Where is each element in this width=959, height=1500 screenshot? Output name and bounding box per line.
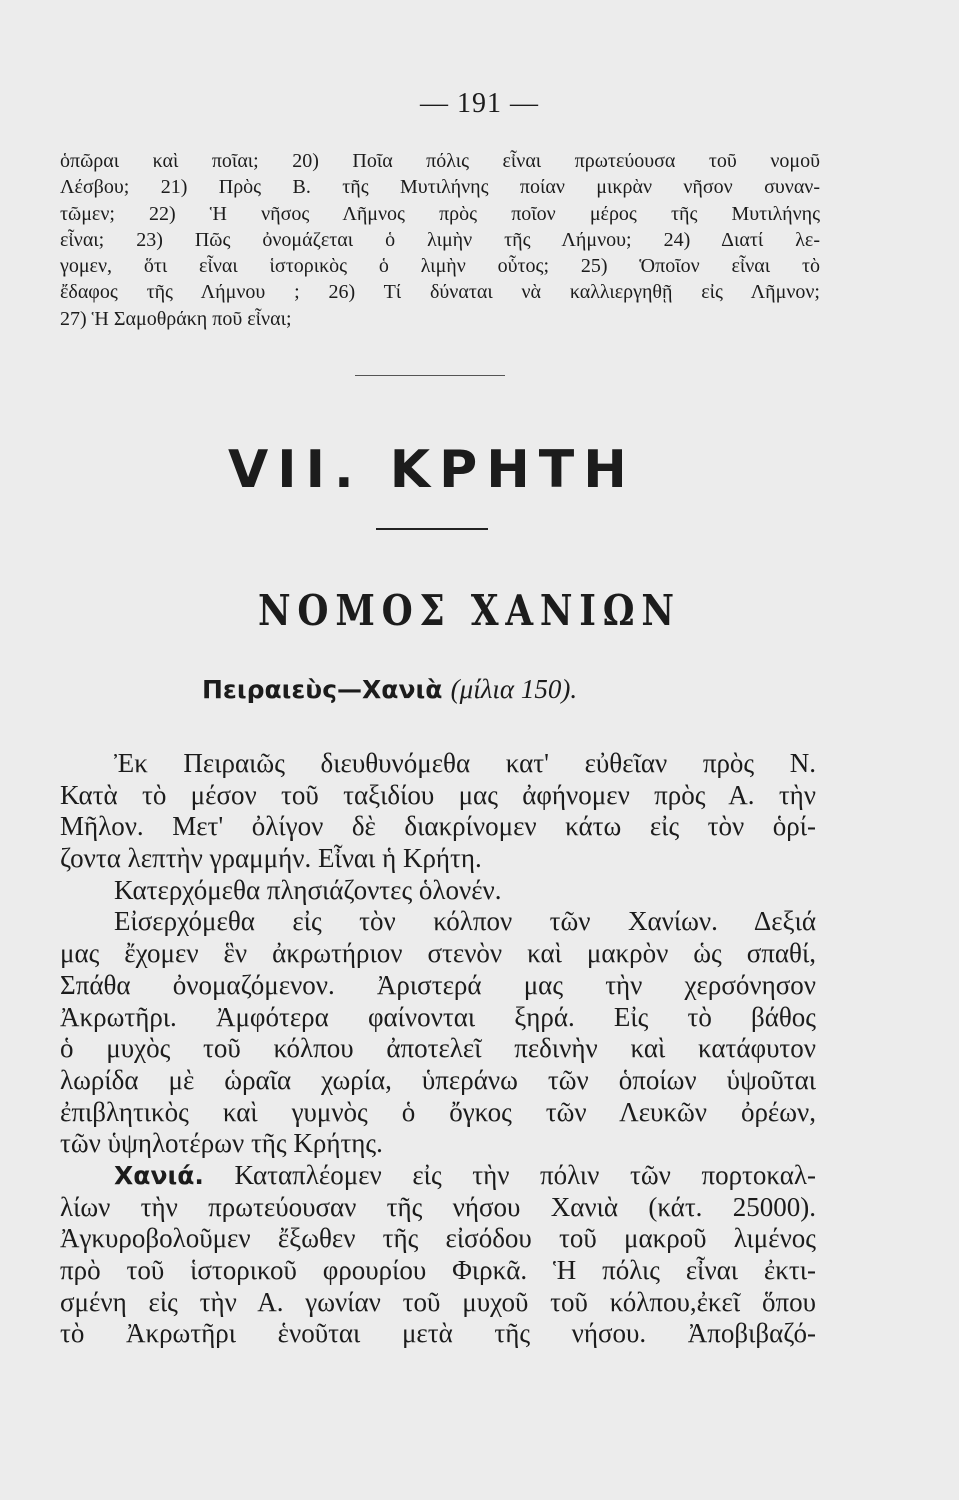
body-line: σμένη εἰς τὴν Α. γωνίαν τοῦ μυχοῦ τοῦ κόλπου,ἐκεῖ ὅπου: [60, 1286, 816, 1317]
body-line: Ἀγκυροβολοῦμεν ἔξωθεν τῆς εἰσόδου τοῦ μακροῦ λιμένος: [60, 1223, 816, 1254]
body-line-chania: [60, 1160, 816, 1192]
body-line: μας ἔχομεν ἓν ἀκρωτήριον στενὸν καὶ μακρὸν ὡς σπαθί,: [60, 938, 816, 969]
body-line: Μῆλον. Μετ' ὀλίγον δὲ διακρίνομεν κάτω εἰς τὸν ὁρί-: [60, 811, 816, 842]
exercise-line: Λέσβου; 21) Πρὸς Β. τῆς Μυτιλήνης ποίαν μικρὰν νῆσον συναν-: [60, 176, 820, 199]
body-line: ὁ μυχὸς τοῦ κόλπου ἀποτελεῖ πεδινὴν καὶ κατάφυτον: [60, 1033, 816, 1064]
body-line: Κατερχόμεθα πλησιάζοντες ὁλονέν.: [114, 874, 502, 905]
chania-heading: Χανιά.: [114, 1160, 204, 1190]
section-divider: [355, 375, 505, 376]
body-text: [60, 748, 816, 1350]
body-line: τῶν ὑψηλοτέρων τῆς Κρήτης.: [60, 1128, 383, 1159]
body-line: Εἰσερχόμεθα εἰς τὸν κόλπον τῶν Χανίων. Δεξιά: [114, 906, 816, 937]
exercise-line: τῶμεν; 22) Ἡ νῆσος Λῆμνος πρὸς ποῖον μέρος τῆς Μυτιλήνης: [60, 202, 820, 225]
body-line: Σπάθα ὀνομαζόμενον. Ἀριστερά μας τὴν χερσόνησον: [60, 969, 816, 1000]
body-line: ζοντα λεπτὴν γραμμήν. Εἶναι ἡ Κρήτη.: [60, 843, 482, 874]
route-distance: (μίλια 150).: [450, 674, 578, 704]
exercise-line: ἔδαφος τῆς Λήμνου ; 26) Τί δύναται νὰ καλλιεργηθῇ εἰς Λῆμνον;: [60, 281, 820, 304]
body-line: τὸ Ἀκρωτῆρι ἑνοῦται μετὰ τῆς νήσου. Ἀποβιβαζό-: [60, 1318, 816, 1349]
exercise-line: 27) Ἡ Σαμοθράκη ποῦ εἶναι;: [60, 307, 292, 330]
page-number: — 191 —: [420, 88, 539, 119]
exercise-line: ὁπῶραι καὶ ποῖαι; 20) Ποῖα πόλις εἶναι πρωτεύουσα τοῦ νομοῦ: [60, 150, 820, 172]
exercise-questions: [60, 148, 820, 332]
body-line: πρὸ τοῦ ἱστορικοῦ φρουρίου Φιρκᾶ. Ἡ πόλις εἶναι ἐκτι-: [60, 1255, 816, 1285]
body-line: Ἀκρωτῆρι. Ἀμφότερα φαίνονται ξηρά. Εἰς τὸ βάθος: [60, 1001, 816, 1032]
body-line: λωρίδα μὲ ὡραῖα χωρία, ὑπεράνω τῶν ὁποίων ὑψοῦται: [60, 1064, 816, 1095]
exercise-line: γομεν, ὅτι εἶναι ἱστορικὸς ὁ λιμὴν οὗτος; 25) Ὁποῖον εἶναι τὸ: [60, 255, 820, 278]
body-line: Κατὰ τὸ μέσον τοῦ ταξιδίου μας ἀφήνομεν πρὸς Α. τὴν: [60, 779, 816, 810]
chapter-title: VII. ΚΡΗΤΗ: [228, 440, 636, 500]
route-title: Πειραιεὺς—Χανιὰ: [202, 675, 443, 704]
route-heading: [202, 674, 762, 705]
body-line: ἐπιβλητικὸς καὶ γυμνὸς ὁ ὄγκος τῶν Λευκῶν ὀρέων,: [60, 1096, 816, 1127]
prefecture-heading: ΝΟΜΟΣ ΧΑΝΙΩΝ: [258, 586, 681, 635]
exercise-line: εἶναι; 23) Πῶς ὀνομάζεται ὁ λιμὴν τῆς Λήμνου; 24) Διατί λε-: [60, 228, 820, 251]
title-underline: [376, 528, 488, 530]
body-line-text: Καταπλέομεν εἰς τὴν πόλιν τῶν πορτοκαλ-: [234, 1159, 816, 1190]
body-line: λίων τὴν πρωτεύουσαν τῆς νήσου Χανιὰ (κάτ. 25000).: [60, 1191, 816, 1222]
body-line: Ἐκ Πειραιῶς διευθυνόμεθα κατ' εὐθεῖαν πρὸς Ν.: [114, 748, 816, 778]
